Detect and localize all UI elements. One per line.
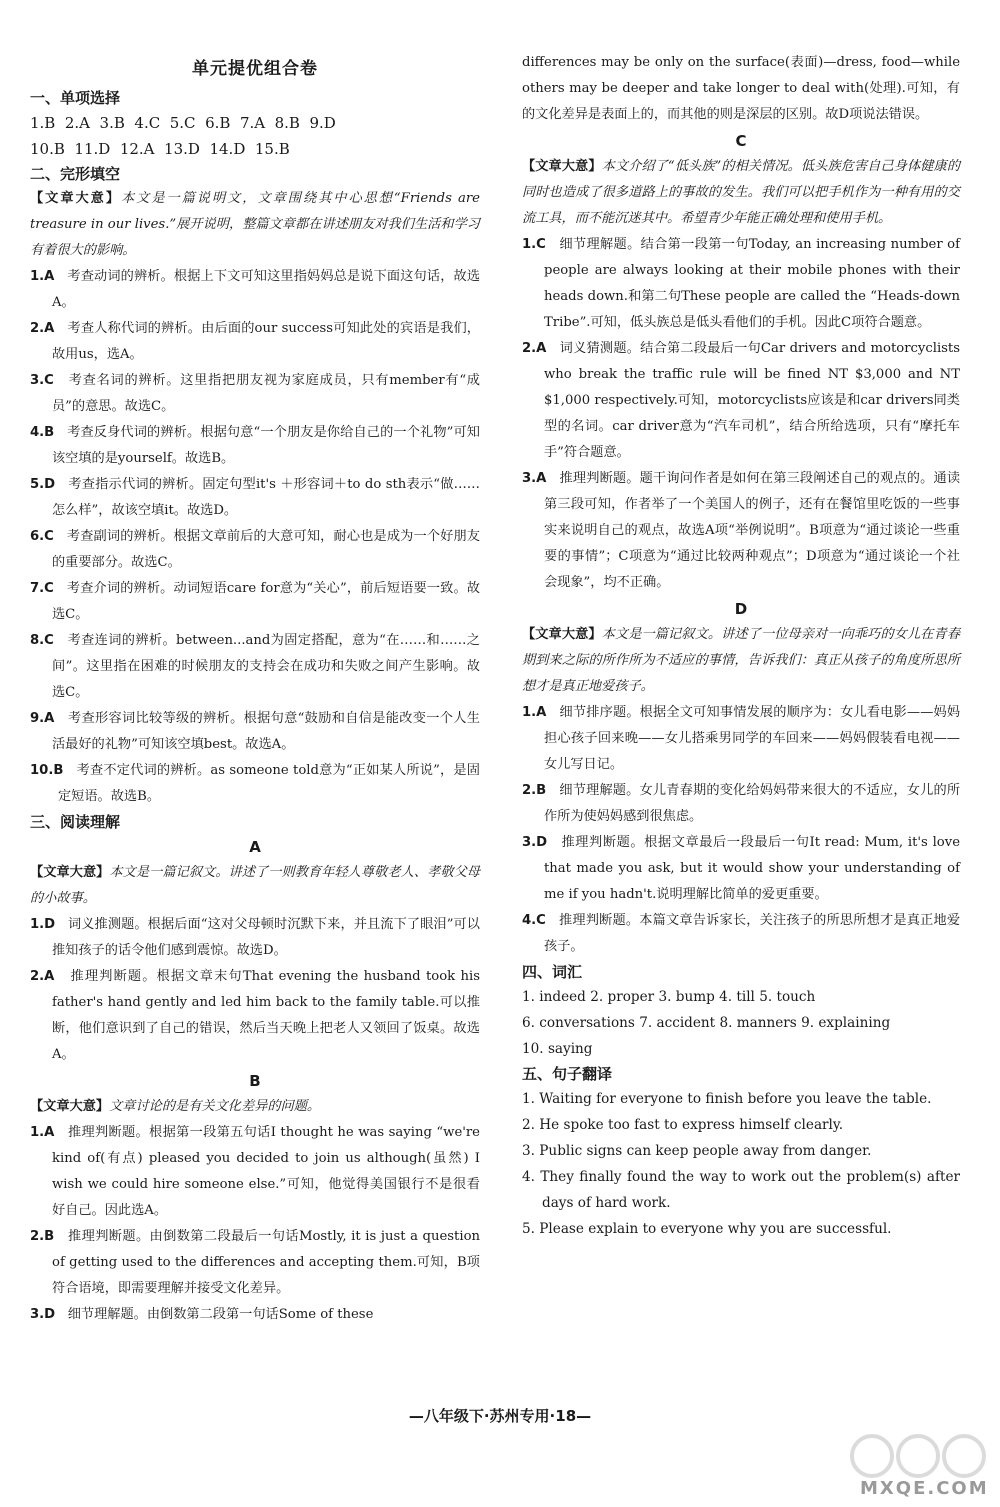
item-text: 推理判断题。本篇文章告诉家长，关注孩子的所思所想才是真正地爱孩子。 (544, 913, 961, 954)
item-text: 推理判断题。根据文章最后一段最后一句It read: Mum, it's love that made you ask, but it would show your understanding of me if you hadn't.说明理解比简单的爱更重要。 (544, 835, 961, 902)
section-heading-reading: 三、阅读理解 (30, 813, 121, 831)
translation-item: 4. They finally found the way to work out the problem(s) after days of hard work. (522, 1169, 960, 1211)
summary-text: 本文是一篇记叙文。讲述了一则教育年轻人尊敬老人、孝敬父母的小故事。 (30, 865, 480, 906)
item-text: 考查副词的辨析。根据文章前后的大意可知，耐心也是成为一个好朋友的重要部分。故选C。 (52, 529, 481, 570)
item-number: 9.A (30, 711, 55, 726)
translation-item: 3. Public signs can keep people away from danger. (522, 1143, 872, 1159)
section-heading-translation: 五、句子翻译 (522, 1065, 613, 1083)
item-number: 3.C (30, 373, 54, 388)
item-text: 考查反身代词的辨析。根据句意“一个朋友是你给自己的一个礼物”可知该空填的是yourself。故选B。 (52, 425, 480, 466)
item-text: 推理判断题。根据第一段第五句话I thought he was saying “we're kind of(有点) pleased you decided to join us although(虽然) I wish we could hire someone else.”可知，他觉得美国银行不是很看好自己。因此选A。 (52, 1125, 480, 1218)
cloze-item (30, 264, 480, 316)
item-number: 1.A (522, 705, 547, 720)
summary-text: 本文是一篇说明文，文章围绕其中心思想“Friends are treasure in our lives.”展开说明，整篇文章都在讲述朋友对我们生活和学习有着很大的影响。 (30, 191, 480, 258)
vocab-row-3: 10. saying (522, 1041, 593, 1057)
summary-tag: 【文章大意】 (30, 191, 121, 206)
item-number: 2.B (30, 1229, 55, 1244)
item-number: 1.A (30, 269, 55, 284)
item-number: 5.D (30, 477, 56, 492)
cloze-item (30, 628, 480, 706)
reading-item (522, 700, 960, 778)
item-text: 细节理解题。由倒数第二段第一句话Some of these (67, 1307, 374, 1322)
item-text: 细节排序题。根据全文可知事情发展的顺序为：女儿看电影——妈妈担心孩子回来晚——女儿搭乘男同学的车回来——妈妈假装看电视——女儿写日记。 (544, 705, 961, 772)
item-text: 推理判断题。由倒数第二段最后一句话Mostly, it is just a question of getting used to the differences and accepting them.可知，B项符合语境，即需要理解并接受文化差异。 (52, 1229, 481, 1296)
item-number: 4.B (30, 425, 55, 440)
item-text: 词义猜测题。结合第二段最后一句Car drivers and motorcyclists who break the traffic rule will be fined NT $3,000 and NT $1,000 respectively.可知，motorcyclists应该是和car drivers同类型的名词。car driver意为“汽车司机”，结合所给选项，只有“摩托车手”符合题意。 (544, 341, 960, 460)
section-heading-vocabulary: 四、词汇 (522, 963, 583, 981)
answer-row-2: 10.B 11.D 12.A 13.D 14.D 15.B (30, 140, 290, 158)
summary-tag: 【文章大意】 (522, 159, 602, 174)
reading-item (30, 1224, 480, 1302)
page-footer: —八年级下·苏州专用·18— (408, 1407, 592, 1425)
section-heading-cloze: 二、完形填空 (30, 165, 121, 183)
vocab-row-2: 6. conversations 7. accident 8. manners 9. explaining (522, 1015, 891, 1031)
item-number: 1.A (30, 1125, 55, 1140)
item-text: 推理判断题。题干询问作者是如何在第三段阐述自己的观点的。通读第三段可知，作者举了一个美国人的例子，还有在餐馆里吃饭的一些事实来说明自己的观点，故选A项“举例说明”。B项意为“通过谈论一些重要的事情”；C项意为“通过比较两种观点”；D项意为“通过谈论一个社会现象”，均不正确。 (544, 471, 961, 590)
cloze-item (30, 368, 480, 420)
watermark-text: MXQE.COM (860, 1478, 989, 1499)
b3-continuation: differences may be only on the surface(表面)—dress, food—while others may be deeper and take longer to deal with(处理).可知，有的文化差异是表面上的，而其他的则是深层的区别。故D项说法错误。 (522, 55, 960, 122)
summary-text: 本文介绍了“低头族”的相关情况。低头族危害自己身体健康的同时也造成了很多道路上的事故的发生。我们可以把手机作为一种有用的交流工具，而不能沉迷其中。希望青少年能正确处理和使用手机。 (522, 159, 961, 226)
page-title: 单元提优组合卷 (192, 59, 318, 79)
vocab-row-1: 1. indeed 2. proper 3. bump 4. till 5. touch (522, 989, 816, 1005)
cloze-item (30, 420, 480, 472)
item-number: 6.C (30, 529, 54, 544)
reading-item (30, 1120, 480, 1224)
item-text: 考查动词的辨析。根据上下文可知这里指妈妈总是说下面这句话，故选A。 (52, 269, 481, 310)
answer-row-1: 1.B 2.A 3.B 4.C 5.C 6.B 7.A 8.B 9.D (30, 114, 336, 132)
item-number: 2.A (30, 969, 55, 984)
item-number: 10.B (30, 763, 64, 778)
cloze-item (30, 576, 480, 628)
reading-item (522, 466, 960, 596)
translation-item: 5. Please explain to everyone why you are successful. (522, 1221, 892, 1237)
summary-text: 本文是一篇记叙文。讲述了一位母亲对一向乖巧的女儿在青春期到来之际的所作所为不适应的事情，告诉我们：真正从孩子的角度所思所想才是真正地爱孩子。 (522, 627, 961, 694)
cloze-item (30, 524, 480, 576)
item-text: 细节理解题。结合第一段第一句Today, an increasing number of people are always looking at their mobile phones with their heads down.和第二句These people are called the “Heads-down Tribe”.可知，低头族总是低头看他们的手机。因此C项符合题意。 (544, 237, 960, 330)
reading-item (522, 908, 960, 960)
cloze-item (30, 706, 480, 758)
translation-item: 1. Waiting for everyone to finish before you leave the table. (522, 1091, 932, 1107)
summary-tag: 【文章大意】 (30, 865, 110, 880)
right-column (522, 50, 960, 1242)
passage-c-summary (522, 154, 960, 232)
reading-item (522, 336, 960, 466)
reading-item (30, 964, 480, 1068)
item-text: 考查名词的辨析。这里指把朋友视为家庭成员，只有member有“成员”的意思。故选C。 (52, 373, 480, 414)
item-text: 考查连词的辨析。between...and为固定搭配，意为“在……和……之间”。这里指在困难的时候朋友的支持会在成功和失败之间产生影响。故选C。 (52, 633, 480, 700)
translation-item: 2. He spoke too fast to express himself clearly. (522, 1117, 844, 1133)
passage-d-heading: D (734, 600, 748, 618)
item-text: 细节理解题。女儿青春期的变化给妈妈带来很大的不适应，女儿的所作所为使妈妈感到很焦虑。 (544, 783, 961, 824)
item-text: 考查不定代词的辨析。as someone told意为“正如某人所说”，是固定短语。故选B。 (58, 763, 480, 804)
item-number: 1.D (30, 917, 56, 932)
left-column (30, 50, 480, 1328)
cloze-item (30, 472, 480, 524)
cloze-item (30, 316, 480, 368)
passage-b-heading: B (249, 1072, 261, 1090)
passage-c-heading: C (735, 132, 747, 150)
reading-item (30, 1302, 480, 1328)
item-text: 词义推测题。根据后面“这对父母顿时沉默下来，并且流下了眼泪”可以推知孩子的话令他们感到震惊。故选D。 (52, 917, 480, 958)
item-text: 推理判断题。根据文章末句That evening the husband took his father's hand gently and led him back to the family table.可以推断，他们意识到了自己的错误，然后当天晚上把老人又领回了饭桌。故选A。 (52, 969, 480, 1062)
item-number: 2.A (522, 341, 547, 356)
item-number: 7.C (30, 581, 54, 596)
summary-text: 文章讨论的是有关文化差异的问题。 (109, 1099, 321, 1114)
passage-b-summary (30, 1094, 480, 1120)
item-text: 考查指示代词的辨析。固定句型it's ＋形容词＋to do sth表示“做……怎么样”，故该空填it。故选D。 (52, 477, 480, 518)
item-number: 1.C (522, 237, 546, 252)
cloze-item (30, 758, 480, 810)
item-text: 考查人称代词的辨析。由后面的our success可知此处的宾语是我们，故用us，选A。 (52, 321, 480, 362)
item-text: 考查形容词比较等级的辨析。根据句意“鼓励和自信是能改变一个人生活最好的礼物”可知该空填best。故选A。 (52, 711, 480, 752)
passage-a-summary (30, 860, 480, 912)
item-number: 3.D (522, 835, 548, 850)
reading-item (30, 912, 480, 964)
passage-a-heading: A (249, 838, 261, 856)
cloze-summary (30, 186, 480, 264)
item-text: 考查介词的辨析。动词短语care for意为“关心”，前后短语要一致。故选C。 (52, 581, 480, 622)
item-number: 2.B (522, 783, 547, 798)
reading-item (522, 232, 960, 336)
item-number: 2.A (30, 321, 55, 336)
item-number: 3.D (30, 1307, 56, 1322)
reading-item (522, 778, 960, 830)
item-number: 4.C (522, 913, 546, 928)
item-number: 8.C (30, 633, 54, 648)
passage-d-summary (522, 622, 960, 700)
summary-tag: 【文章大意】 (522, 627, 602, 642)
summary-tag: 【文章大意】 (30, 1099, 110, 1114)
section-heading-single-choice: 一、单项选择 (30, 89, 121, 107)
item-number: 3.A (522, 471, 547, 486)
reading-item (522, 830, 960, 908)
